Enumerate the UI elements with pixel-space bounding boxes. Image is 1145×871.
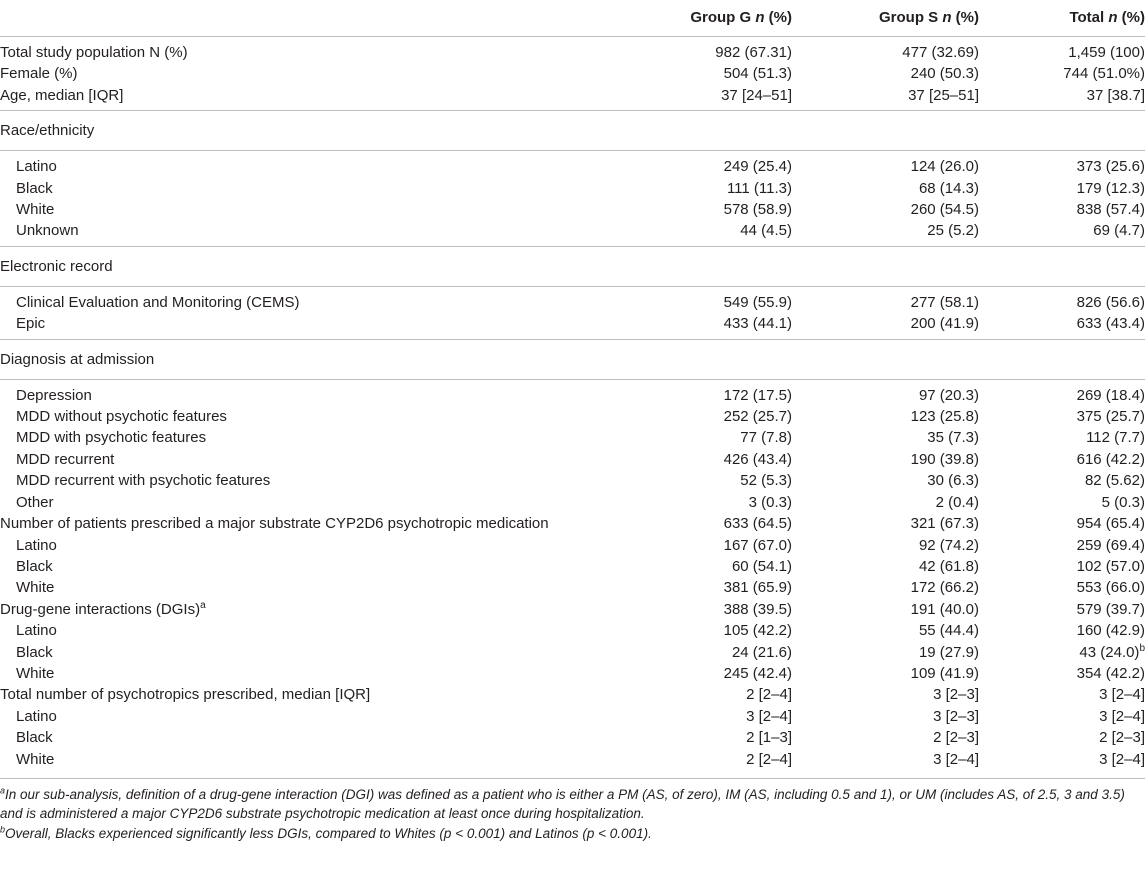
cell-total: 633 (43.4) — [979, 313, 1145, 339]
cell-group-g: 2 [1–3] — [746, 729, 792, 747]
section-header-race — [0, 111, 1145, 151]
cell-total: 838 (57.4) — [1076, 201, 1145, 219]
row-label: Black — [16, 557, 53, 575]
row-label: Unknown — [0, 220, 620, 246]
cell-total: 616 (42.2) — [1076, 450, 1145, 468]
header-total: Total n (%) — [979, 0, 1145, 37]
cell-group-g: 381 (65.9) — [723, 579, 792, 597]
cell-group-g: 105 (42.2) — [723, 622, 792, 640]
cell-group-s: 19 (27.9) — [918, 643, 979, 661]
cell-group-s: 200 (41.9) — [792, 313, 979, 339]
row-label: Black — [16, 729, 53, 747]
cell-total: 102 (57.0) — [1076, 557, 1145, 575]
cell-group-g: 426 (43.4) — [723, 450, 792, 468]
cell-total: 373 (25.6) — [1076, 158, 1145, 176]
section-header-record — [0, 246, 1145, 286]
cell-group-s: 321 (67.3) — [910, 515, 979, 533]
cell-group-s: 37 [25–51] — [792, 85, 979, 111]
table-row — [0, 535, 1145, 556]
header-label-cell — [0, 0, 620, 37]
cell-group-s: 123 (25.8) — [910, 408, 979, 426]
cell-group-s: 277 (58.1) — [910, 293, 979, 311]
cell-group-s: 55 (44.4) — [918, 622, 979, 640]
row-label: White — [16, 750, 55, 768]
spacer-cell — [0, 770, 1145, 778]
row-label: Epic — [0, 313, 620, 339]
cell-total: 744 (51.0%) — [1063, 65, 1145, 83]
section-title: Race/ethnicity — [0, 111, 1145, 151]
table-footnotes — [0, 778, 1145, 844]
row-label: Depression — [16, 386, 92, 404]
footnote-a-continued: and is administered a major CYP2D6 substrate psychotropic medication at least once during hospitalization. — [0, 806, 645, 822]
table-row — [0, 427, 1145, 448]
header-group-g: Group G n (%) — [620, 0, 792, 37]
table-row — [0, 199, 1145, 220]
table-row — [0, 556, 1145, 577]
cell-total: 37 [38.7] — [979, 85, 1145, 111]
row-label: White — [16, 579, 55, 597]
row-label: Number of patients prescribed a major substrate CYP2D6 psychotropic medication — [0, 515, 549, 533]
cell-total: 112 (7.7) — [1086, 429, 1145, 447]
table-row — [0, 406, 1145, 427]
row-label: Age, median [IQR] — [0, 85, 620, 111]
cell-group-g: 60 (54.1) — [731, 557, 792, 575]
cell-group-s: 240 (50.3) — [910, 65, 979, 83]
cell-total: 259 (69.4) — [1076, 536, 1145, 554]
cell-total: 954 (65.4) — [1076, 515, 1145, 533]
row-label: Black — [16, 643, 53, 661]
cell-group-g: 44 (4.5) — [620, 220, 792, 246]
row-label: Female (%) — [0, 65, 78, 83]
cell-group-g: 549 (55.9) — [723, 293, 792, 311]
cell-group-g: 37 [24–51] — [620, 85, 792, 111]
cell-total: 3 [2–4] — [1099, 686, 1145, 704]
cell-total: 826 (56.6) — [1076, 293, 1145, 311]
cell-group-g: 3 (0.3) — [748, 493, 792, 511]
row-label: Total study population N (%) — [0, 44, 188, 61]
cell-group-s: 42 (61.8) — [918, 557, 979, 575]
cell-total: 375 (25.7) — [1076, 408, 1145, 426]
table-row — [0, 749, 1145, 770]
table-row — [0, 492, 1145, 513]
cell-group-s: 190 (39.8) — [910, 450, 979, 468]
cell-total: 69 (4.7) — [979, 220, 1145, 246]
cell-group-g: 249 (25.4) — [723, 158, 792, 176]
cell-total: 160 (42.9) — [1076, 622, 1145, 640]
cell-total: 5 (0.3) — [1101, 493, 1145, 511]
cell-total: 269 (18.4) — [1076, 386, 1145, 404]
cell-total: 179 (12.3) — [1076, 179, 1145, 197]
cell-group-s: 124 (26.0) — [910, 158, 979, 176]
cell-group-g: 2 [2–4] — [746, 686, 792, 704]
row-label: Drug-gene interactions (DGIs)$^a$ — [0, 599, 206, 618]
cell-group-g: 77 (7.8) — [740, 429, 792, 447]
table-header-row — [0, 0, 1145, 37]
cell-group-s: 191 (40.0) — [910, 600, 979, 618]
row-label: Latino — [16, 158, 57, 176]
table-row — [0, 663, 1145, 684]
cell-total: 2 [2–3] — [1099, 729, 1145, 747]
row-label: Clinical Evaluation and Monitoring (CEMS) — [16, 293, 300, 311]
cell-group-g: 633 (64.5) — [723, 515, 792, 533]
cell-group-s: 30 (6.3) — [927, 472, 979, 490]
table-row — [0, 85, 1145, 111]
row-label: Latino — [16, 707, 57, 725]
row-label: Other — [16, 493, 54, 511]
cell-group-g: 24 (21.6) — [731, 643, 792, 661]
table-row — [0, 63, 1145, 84]
footnote-a: $^a$In our sub-analysis, definition of a drug-gene interaction (DGI) was defined as a patient who is either a PM (AS, of zero), IM (AS, including 0.5 and 1), or UM (includes AS, of 2.5, 3 and 3.5) — [0, 785, 1125, 802]
cell-group-g: 388 (39.5) — [723, 600, 792, 618]
section-title: Electronic record — [0, 246, 1145, 286]
cell-group-g: 52 (5.3) — [740, 472, 792, 490]
table-row — [0, 727, 1145, 748]
cell-total: 82 (5.62) — [1084, 472, 1145, 490]
table-row — [0, 313, 1145, 339]
cell-group-g: 3 [2–4] — [746, 707, 792, 725]
cell-group-g: 172 (17.5) — [723, 386, 792, 404]
row-label: Total number of psychotropics prescribed, median [IQR] — [0, 686, 371, 704]
section-header-diagnosis — [0, 339, 1145, 379]
cell-group-s: 109 (41.9) — [910, 664, 979, 682]
cell-group-s: 35 (7.3) — [927, 429, 979, 447]
cell-group-g: 982 (67.31) — [715, 44, 792, 61]
table-row — [0, 620, 1145, 641]
table-row — [0, 684, 1145, 705]
row-label: White — [16, 664, 55, 682]
cell-group-s: 3 [2–4] — [933, 750, 979, 768]
table-row — [0, 286, 1145, 313]
table-row — [0, 220, 1145, 246]
footnote-b: $^b$Overall, Blacks experienced significantly less DGIs, compared to Whites (p < 0.001) and Latinos (p < 0.001). — [0, 824, 652, 841]
row-label: Black — [16, 179, 53, 197]
cell-group-s: 68 (14.3) — [918, 179, 979, 197]
cell-group-s: 172 (66.2) — [910, 579, 979, 597]
cell-total: 579 (39.7) — [1076, 600, 1145, 618]
cell-group-g: 245 (42.4) — [723, 664, 792, 682]
table-row — [0, 37, 1145, 64]
cell-total: 3 [2–4] — [1099, 750, 1145, 768]
table-row — [0, 470, 1145, 491]
cell-group-g: 2 [2–4] — [746, 750, 792, 768]
cell-group-s: 3 [2–3] — [933, 707, 979, 725]
table-row — [0, 599, 1145, 620]
row-label: MDD recurrent — [16, 450, 115, 468]
cell-group-s: 260 (54.5) — [910, 201, 979, 219]
table-row — [0, 151, 1145, 178]
cell-total: 3 [2–4] — [1099, 707, 1145, 725]
row-label: Latino — [16, 622, 57, 640]
row-label: MDD with psychotic features — [16, 429, 207, 447]
cell-group-s: 3 [2–3] — [933, 686, 979, 704]
table-spacer — [0, 770, 1145, 778]
cell-group-g: 167 (67.0) — [723, 536, 792, 554]
table-row — [0, 178, 1145, 199]
row-label: Latino — [16, 536, 57, 554]
cell-group-g: 111 (11.3) — [726, 179, 792, 197]
cell-group-s: 477 (32.69) — [902, 44, 979, 61]
cell-group-s: 25 (5.2) — [792, 220, 979, 246]
header-group-s: Group S n (%) — [792, 0, 979, 37]
row-label: White — [16, 201, 55, 219]
cell-group-s: 2 (0.4) — [935, 493, 979, 511]
cell-total: 43 $(24.0)^b$ — [1079, 642, 1145, 661]
cell-group-g: 433 (44.1) — [620, 313, 792, 339]
table-row — [0, 449, 1145, 470]
cell-group-s: 97 (20.3) — [918, 386, 979, 404]
cell-total: 354 (42.2) — [1076, 664, 1145, 682]
cell-group-s: 92 (74.2) — [918, 536, 979, 554]
cell-total: 553 (66.0) — [1076, 579, 1145, 597]
cell-group-g: 504 (51.3) — [723, 65, 792, 83]
table-row — [0, 642, 1145, 663]
table-row — [0, 706, 1145, 727]
cell-group-g: 578 (58.9) — [723, 201, 792, 219]
cell-total: 1,459 (100) — [1068, 44, 1145, 61]
table-row — [0, 513, 1145, 534]
row-label: MDD recurrent with psychotic features — [16, 472, 271, 490]
cell-group-g: 252 (25.7) — [723, 408, 792, 426]
table-row — [0, 379, 1145, 406]
section-title: Diagnosis at admission — [0, 339, 1145, 379]
row-label: MDD without psychotic features — [16, 408, 227, 426]
cell-group-s: 2 [2–3] — [933, 729, 979, 747]
table-row — [0, 577, 1145, 598]
